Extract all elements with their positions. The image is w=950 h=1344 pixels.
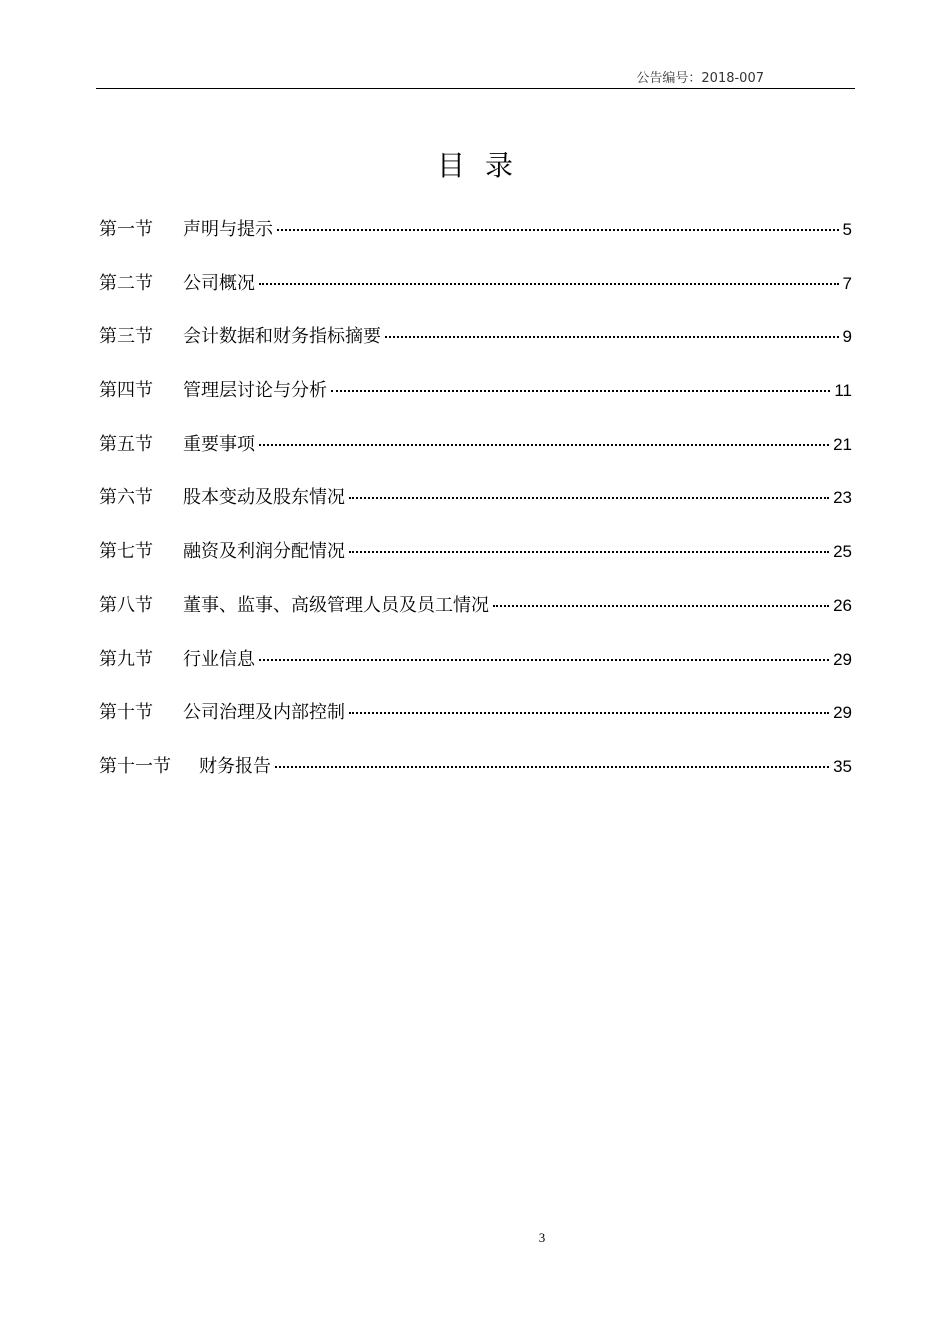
toc-heading: 声明与提示 [183, 219, 273, 240]
toc-section-number: 第十节 [99, 702, 153, 724]
toc-entry[interactable] [99, 214, 852, 268]
toc-entry[interactable] [99, 644, 852, 698]
announcement-code: 公告编号：2018-007 [636, 71, 764, 86]
table-of-contents [99, 214, 852, 805]
toc-heading: 管理层讨论与分析 [183, 380, 327, 402]
toc-heading: 行业信息 [183, 648, 255, 670]
toc-page-number: 29 [833, 649, 852, 669]
toc-page-number: 7 [842, 273, 852, 293]
toc-entry[interactable] [99, 751, 852, 805]
toc-dot-leader [259, 283, 839, 285]
toc-title: 目录 [436, 149, 533, 182]
toc-page-number: 11 [834, 381, 852, 401]
toc-dot-leader [331, 390, 830, 392]
toc-dot-leader [493, 605, 829, 607]
page-number: 3 [538, 1230, 546, 1245]
toc-entry[interactable] [99, 590, 852, 644]
header-divider [96, 88, 855, 89]
toc-heading: 融资及利润分配情况 [183, 541, 345, 563]
toc-entry[interactable] [99, 536, 852, 590]
toc-dot-leader [349, 712, 829, 714]
toc-section-number: 第七节 [99, 541, 153, 563]
toc-section-number: 第十一节 [99, 755, 171, 777]
toc-section-number: 第六节 [99, 487, 153, 509]
toc-heading: 重要事项 [183, 433, 255, 455]
toc-heading: 会计数据和财务指标摘要 [183, 326, 381, 348]
toc-section-number: 第五节 [99, 433, 153, 455]
toc-heading: 公司概况 [183, 272, 255, 294]
toc-dot-leader [349, 551, 829, 553]
toc-section-number: 第二节 [99, 272, 153, 294]
toc-dot-leader [259, 659, 829, 661]
toc-entry[interactable] [99, 268, 852, 322]
toc-page-number: 21 [833, 434, 852, 454]
toc-dot-leader [275, 766, 829, 768]
toc-section-number: 第八节 [99, 594, 153, 616]
toc-dot-leader [259, 444, 829, 446]
toc-heading: 股本变动及股东情况 [183, 487, 345, 509]
toc-heading: 公司治理及内部控制 [183, 702, 345, 724]
toc-section-number: 第四节 [99, 380, 153, 402]
toc-page-number: 23 [833, 488, 852, 508]
toc-entry[interactable] [99, 429, 852, 483]
toc-heading: 董事、监事、高级管理人员及员工情况 [183, 594, 489, 616]
toc-section-number: 第九节 [99, 648, 153, 670]
toc-section-number: 第三节 [99, 326, 153, 348]
toc-section-number: 第一节 [99, 219, 153, 240]
toc-entry[interactable] [99, 482, 852, 536]
toc-page-number: 35 [833, 756, 852, 776]
toc-entry[interactable] [99, 697, 852, 751]
toc-dot-leader [385, 336, 839, 338]
toc-page-number: 29 [833, 703, 852, 723]
toc-entry[interactable] [99, 375, 852, 429]
toc-page-number: 26 [833, 595, 852, 615]
toc-page-number: 5 [842, 220, 852, 239]
toc-page-number: 25 [833, 542, 852, 562]
toc-page-number: 9 [842, 327, 852, 347]
toc-dot-leader [349, 497, 829, 499]
toc-entry[interactable] [99, 321, 852, 375]
toc-dot-leader [277, 229, 839, 231]
toc-heading: 财务报告 [199, 755, 271, 777]
